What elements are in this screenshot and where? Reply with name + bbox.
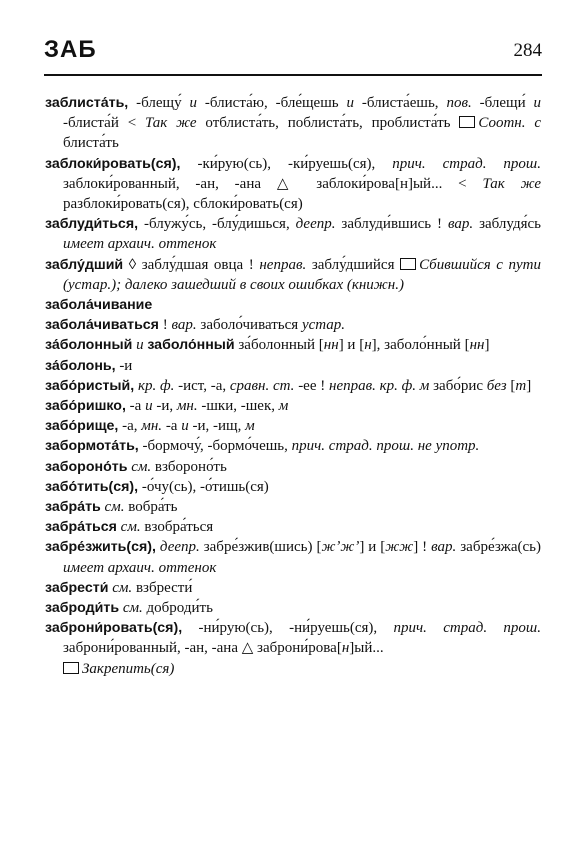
headword: забормота́ть, [45, 438, 139, 455]
headword: заблиста́ть, [45, 95, 129, 111]
headword: забо́ришко, [45, 398, 126, 415]
headword: забо́рище, [45, 418, 119, 435]
page-number: 284 [513, 40, 542, 61]
headword-variant: заболо́нный [147, 337, 235, 354]
headword: забрести́ [45, 579, 109, 596]
reference-box-icon [459, 116, 475, 128]
entry-zablokirovat: заблоки́ровать(ся), -ки́рую(сь), -ки́руешь(ся), прич. страд. прош. заблоки́рованный, -ан, -ана △ заблоки́рова[н]ый... < Так же разблоки́ровать(ся), сблоки́ровать(ся) [45, 155, 541, 213]
headword: заблу́дший [45, 256, 124, 273]
entry-zabolachivanie [45, 295, 541, 315]
entry-zabratsya: забра́ться см. взобра́ться [45, 519, 214, 536]
entry-zabludshiy: заблу́дший ◊ заблу́дшая овца ! неправ. заблу́дшийся Сбившийся с пути (устар.); далеко зашедший в своих ошибках (книжн.) [45, 256, 542, 293]
headword: за́болонный [45, 337, 133, 354]
entry-zabolon: за́болонь, -и [45, 357, 133, 374]
headword: заблуди́ться, [45, 216, 139, 233]
entry-zabronirovat: заброни́ровать(ся), -ни́рую(сь), -ни́руешь(ся), прич. страд. прош. заброни́рованный, -ан, -ана △ заброни́рова[н]ый... Закрепить(ся) [45, 620, 541, 677]
header-rule [44, 74, 542, 76]
entry-zabrezzhit: забре́зжить(ся), деепр. забре́зжив(шись) [жʼжʼ] и [жж] ! вар. забре́зжа(сь) имеет архаич. оттенок [45, 539, 541, 576]
entry-zaboristyy: забо́ристый, кр. ф. -ист, -а, сравн. ст. -ее ! неправ. кр. ф. м забо́рис без [т] [45, 377, 532, 394]
entry-zabormotat: забормота́ть, -бормочу́, -бормо́чешь, прич. страд. прош. не употр. [45, 438, 480, 455]
entry-zaboronit: забороно́ть см. взбороно́ть [45, 458, 227, 475]
headword: забороно́ть [45, 458, 128, 475]
headword: забо́тить(ся), [45, 478, 139, 495]
entry-zabotit: забо́тить(ся), -о́чу(сь), -о́тишь(ся) [45, 478, 269, 495]
headword: забо́ристый, [45, 377, 135, 394]
entry-zabolonnyy: за́болонный и заболо́нный за́болонный [нн] и [н], заболо́нный [нн] [45, 337, 490, 354]
entry-zabresti: забрести́ см. взбрести́ [45, 579, 193, 596]
running-head-word: ЗАБ [44, 36, 97, 63]
headword: забола́чивание [45, 297, 153, 314]
headword: заблоки́ровать(ся), [45, 155, 181, 172]
entry-zablistat: заблиста́ть, -блещу́ и -блиста́ю, -бле́щешь и -блиста́ешь, пов. -блещи́ и -блиста́й < Так же отблиста́ть, поблиста́ть, проблиста́ть Соотн. с блиста́ть [45, 95, 542, 152]
headword: забола́чиваться [45, 317, 159, 334]
reference-box-icon [63, 662, 79, 674]
entry-zabolachivatsya: забола́чиваться ! вар. заболо́чиваться устар. [45, 317, 346, 334]
headword: забра́ться [45, 519, 117, 536]
dictionary-entries [45, 93, 541, 679]
page-header [44, 36, 542, 72]
headword: забра́ть [45, 499, 101, 516]
entry-zabrodit: заброди́ть см. доброди́ть [45, 600, 213, 617]
headword: забре́зжить(ся), [45, 539, 156, 556]
entry-zabluditsya: заблуди́ться, -блужу́сь, -блу́дишься, деепр. заблуди́вшись ! вар. заблудя́сь имеет архаич. оттенок [45, 216, 541, 253]
headword: заброни́ровать(ся), [45, 620, 183, 637]
headword: за́болонь, [45, 357, 116, 374]
entry-zaborishko: забо́ришко, -а и -и, мн. -шки, -шек, м [45, 398, 289, 415]
headword: заброди́ть [45, 600, 120, 617]
entry-zaborishche: забо́рище, -а, мн. -а и -и, -ищ, м [45, 418, 255, 435]
entry-zabrat: забра́ть см. вобра́ть [45, 499, 178, 516]
reference-box-icon [400, 258, 416, 270]
